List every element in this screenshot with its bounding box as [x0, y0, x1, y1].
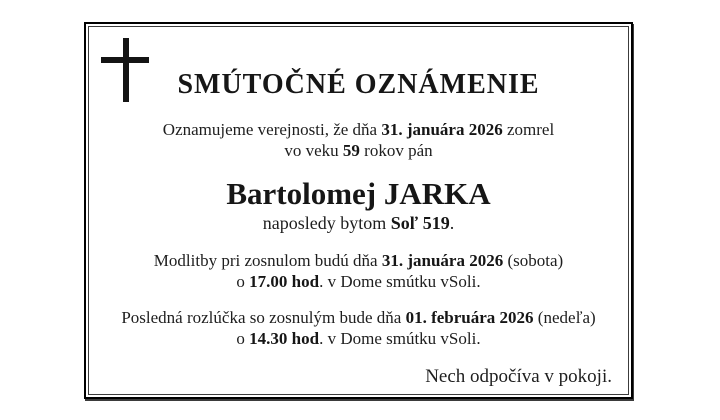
- prayers-paragraph: [89, 250, 628, 292]
- announcement-paragraph: [89, 119, 628, 161]
- farewell-post: (nedeľa): [533, 308, 596, 327]
- prayers-time: 17.00 hod: [249, 272, 320, 291]
- prayers-date: 31. januára 2026: [381, 251, 504, 270]
- notice-frame-inner: [88, 26, 629, 395]
- closing-line: Nech odpočíva v pokoji.: [425, 366, 612, 387]
- deceased-name: Bartolomej JARKA: [226, 176, 491, 211]
- notice-frame: [84, 22, 633, 399]
- farewell-paragraph: [89, 307, 628, 349]
- deceased-age: 59: [342, 141, 360, 160]
- prayers-time-post: . v Dome smútku vSoli.: [319, 272, 481, 291]
- cross-horizontal-bar: [101, 57, 149, 63]
- farewell-pre: Posledná rozlúčka so zosnulým bude dňa: [121, 308, 406, 327]
- prayers-pre: Modlitby pri zosnulom budú dňa: [153, 251, 382, 270]
- residence-address: Soľ 519: [390, 213, 450, 233]
- residence-line: [89, 212, 628, 234]
- death-date: 31. januára 2026: [381, 120, 503, 139]
- announcement-line1-post: zomrel: [502, 120, 555, 139]
- residence-post: .: [449, 213, 455, 233]
- announcement-line1-pre: Oznamujeme verejnosti, že dňa: [162, 120, 382, 139]
- prayers-post: (sobota): [503, 251, 564, 270]
- prayers-line-1: [89, 250, 628, 271]
- farewell-time: 14.30 hod: [249, 329, 320, 348]
- notice-title: SMÚTOČNÉ OZNÁMENIE: [177, 69, 540, 100]
- prayers-time-pre: o: [236, 272, 250, 291]
- age-post: rokov pán: [359, 141, 433, 160]
- farewell-date: 01. februára 2026: [405, 308, 534, 327]
- farewell-line-2: [89, 328, 628, 349]
- farewell-line-1: [89, 307, 628, 328]
- prayers-line-2: [89, 271, 628, 292]
- residence-pre: naposledy bytom: [262, 213, 391, 233]
- announcement-line-2: [89, 140, 628, 161]
- farewell-time-post: . v Dome smútku vSoli.: [319, 329, 481, 348]
- announcement-line-1: [89, 119, 628, 140]
- farewell-time-pre: o: [236, 329, 250, 348]
- age-pre: vo veku: [284, 141, 343, 160]
